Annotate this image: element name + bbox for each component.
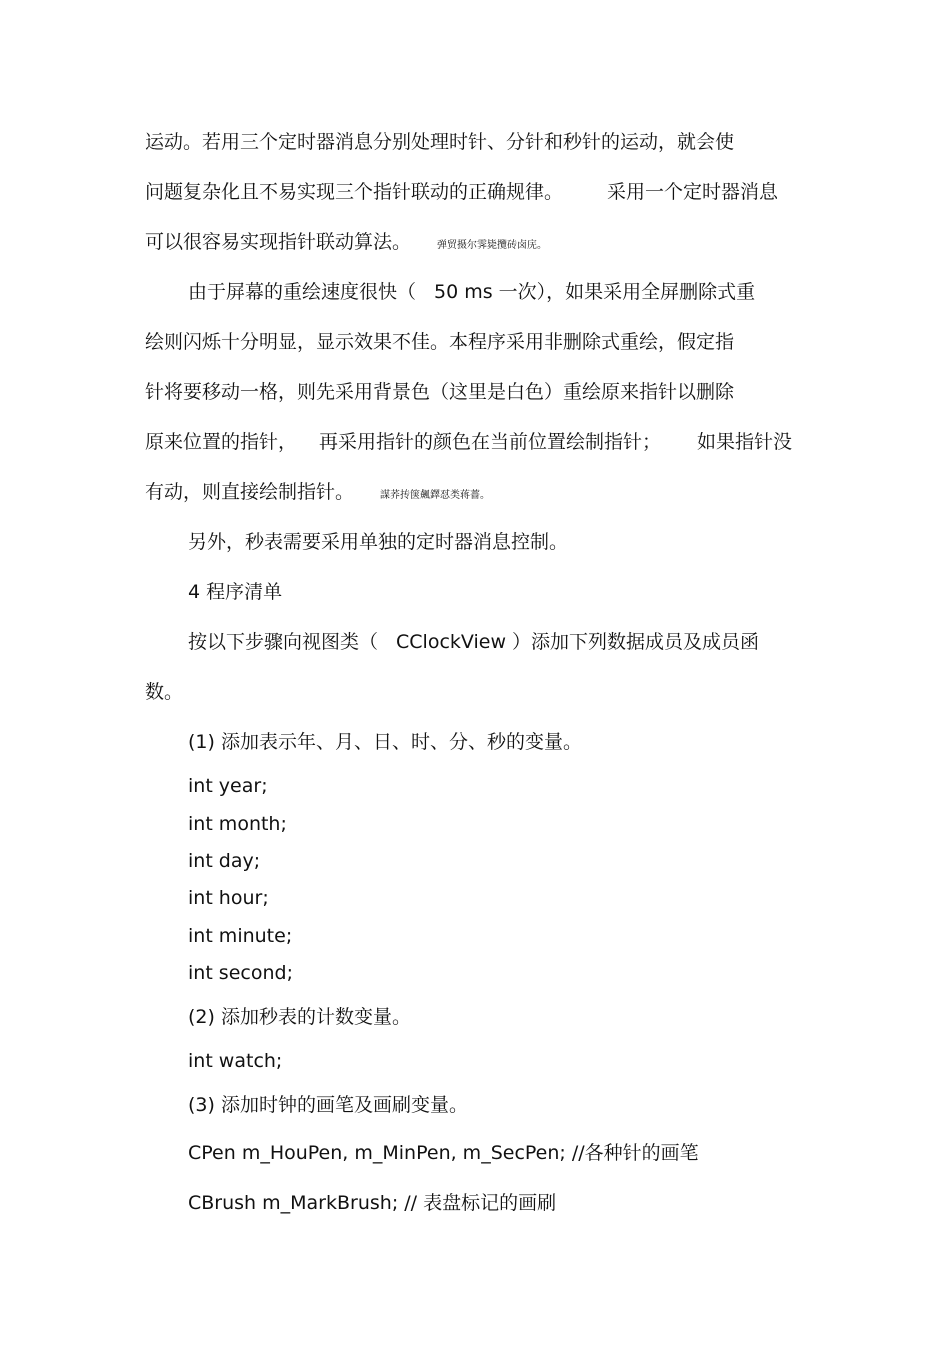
text-run: 数。 [145, 681, 184, 703]
text-run: 针将要移动一格，则先采用背景色（这里是白色）重绘原来指针以删除 [145, 381, 735, 403]
text-run: int month; [188, 813, 287, 835]
text-run: 4 程序清单 [188, 581, 283, 603]
text-run: CClockView ）添加下列数据成员及成员函 [396, 631, 760, 653]
step-line [188, 729, 582, 755]
text-run: 另外，秒表需要采用单独的定时器消息控制。 [188, 531, 569, 553]
paragraph-line [145, 679, 183, 705]
code-line [188, 923, 292, 949]
text-run: 采用一个定时器消息 [607, 181, 779, 203]
code-line [188, 1190, 556, 1216]
paragraph-line [188, 629, 759, 655]
text-run: 问题复杂化且不易实现三个指针联动的正确规律。 [145, 181, 564, 203]
text-run: (3) 添加时钟的画笔及画刷变量。 [188, 1094, 468, 1116]
step-line [188, 1004, 411, 1030]
paragraph-line [145, 429, 792, 455]
garbled-note: 弹贸摄尔霁毙攬砖卤庑。 [437, 240, 548, 251]
text-run: int year; [188, 775, 268, 797]
text-run: int second; [188, 962, 293, 984]
text-run: 50 ms 一次），如果采用全屏删除式重 [434, 281, 756, 303]
text-run: (2) 添加秒表的计数变量。 [188, 1006, 411, 1028]
text-run: int day; [188, 850, 261, 872]
text-run: int minute; [188, 925, 293, 947]
text-run: 运动。若用三个定时器消息分别处理时针、分针和秒针的运动，就会使 [145, 131, 735, 153]
text-run: 可以很容易实现指针联动算法。 [145, 231, 412, 253]
paragraph-line [145, 479, 490, 505]
code-line [188, 773, 268, 799]
text-run: 由于屏幕的重绘速度很快（ [188, 281, 417, 303]
text-run: int hour; [188, 887, 269, 909]
paragraph-line [145, 129, 734, 155]
text-run: 有动，则直接绘制指针。 [145, 481, 355, 503]
code-line [188, 848, 260, 874]
text-run: (1) 添加表示年、月、日、时、分、秒的变量。 [188, 731, 582, 753]
paragraph-line [145, 379, 734, 405]
section-heading [188, 579, 282, 605]
text-run: CBrush m_MarkBrush; // 表盘标记的画刷 [188, 1192, 557, 1214]
text-run: CPen m_HouPen, m_MinPen, m_SecPen; //各种针的画笔 [188, 1142, 699, 1164]
code-line [188, 1140, 699, 1166]
code-line [188, 960, 293, 986]
text-run: 再采用指针的颜色在当前位置绘制指针； [319, 431, 662, 453]
paragraph-line [188, 279, 755, 305]
garbled-note: 謀荞抟箧飆鐸怼类蒋薔。 [380, 490, 491, 501]
text-run: 按以下步骤向视图类（ [188, 631, 379, 653]
paragraph-line [145, 179, 778, 205]
paragraph-line [145, 329, 734, 355]
text-run: 绘则闪烁十分明显，显示效果不佳。本程序采用非删除式重绘，假定指 [145, 331, 735, 353]
paragraph-line [188, 529, 568, 555]
code-line [188, 1048, 282, 1074]
code-line [188, 811, 287, 837]
text-run: 原来位置的指针， [145, 431, 298, 453]
code-line [188, 885, 269, 911]
text-run: 如果指针没 [697, 431, 793, 453]
paragraph-line [145, 229, 547, 255]
step-line [188, 1092, 468, 1118]
text-run: int watch; [188, 1050, 283, 1072]
